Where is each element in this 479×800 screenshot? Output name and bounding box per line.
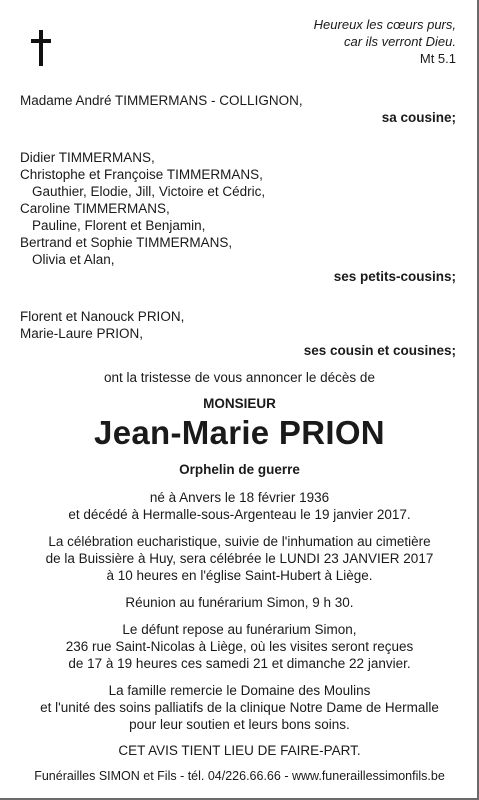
thanks-line-2: et l'unité des soins palliatifs de la clinique Notre Dame de Hermalle: [40, 700, 439, 715]
cross-icon: [30, 30, 52, 66]
title-monsieur: MONSIEUR: [203, 396, 276, 411]
announcement: ont la tristesse de vous annoncer le décès de: [104, 370, 375, 385]
bible-quote: [314, 16, 456, 67]
repose-line-1: Le défunt repose au funérarium Simon,: [122, 622, 357, 637]
family-2-line-6: Bertrand et Sophie TIMMERMANS,: [20, 235, 233, 250]
notice-line: CET AVIS TIENT LIEU DE FAIRE-PART.: [118, 743, 361, 758]
footer-contact: Funérailles SIMON et Fils - tél. 04/226.66.66 - www.funeraillessimonfils.be: [34, 769, 445, 783]
birth-line-1: né à Anvers le 18 février 1936: [149, 490, 330, 505]
family-2-line-7: Olivia et Alan,: [32, 252, 115, 267]
quote-line-2: car ils verront Dieu.: [344, 34, 456, 49]
deceased-name: Jean-Marie PRION: [94, 414, 385, 451]
ceremony-line-3: à 10 heures en l'église Saint-Hubert à Liège.: [106, 568, 373, 583]
family-2-line-4: Caroline TIMMERMANS,: [20, 201, 170, 216]
thanks-line-1: La famille remercie le Domaine des Moulins: [108, 683, 371, 698]
family-2-relation: ses petits-cousins;: [333, 269, 456, 284]
subtitle: Orphelin de guerre: [179, 462, 300, 477]
family-1-name: Madame André TIMMERMANS - COLLIGNON,: [20, 93, 303, 108]
family-3-line-1: Florent et Nanouck PRION,: [20, 309, 185, 324]
ceremony-line-2: de la Buissière à Huy, sera célébrée le LUNDI 23 JANVIER 2017: [45, 551, 434, 566]
repose-line-2: 236 rue Saint-Nicolas à Liège, où les visites seront reçues: [65, 639, 414, 654]
repose-line-3: de 17 à 19 heures ces samedi 21 et dimanche 22 janvier.: [68, 656, 411, 671]
family-3-line-2: Marie-Laure PRION,: [20, 326, 144, 341]
ceremony-line-1: La célébration eucharistique, suivie de l'inhumation au cimetière: [48, 534, 431, 549]
birth-line-2: et décédé à Hermalle-sous-Argenteau le 19 janvier 2017.: [68, 507, 411, 522]
family-1-relation: sa cousine;: [381, 110, 456, 125]
thanks-line-3: pour leur soutien et leurs bons soins.: [129, 717, 350, 732]
reunion-line: Réunion au funérarium Simon, 9 h 30.: [125, 595, 354, 610]
quote-line-1: Heureux les cœurs purs,: [313, 17, 456, 32]
quote-reference: Mt 5.1: [419, 51, 456, 66]
family-2-line-5: Pauline, Florent et Benjamin,: [32, 218, 206, 233]
family-2-line-3: Gauthier, Elodie, Jill, Victoire et Cédric,: [32, 184, 266, 199]
family-3-relation: ses cousin et cousines;: [303, 343, 456, 358]
family-2-line-2: Christophe et Françoise TIMMERMANS,: [20, 167, 263, 182]
family-2-line-1: Didier TIMMERMANS,: [20, 150, 155, 165]
